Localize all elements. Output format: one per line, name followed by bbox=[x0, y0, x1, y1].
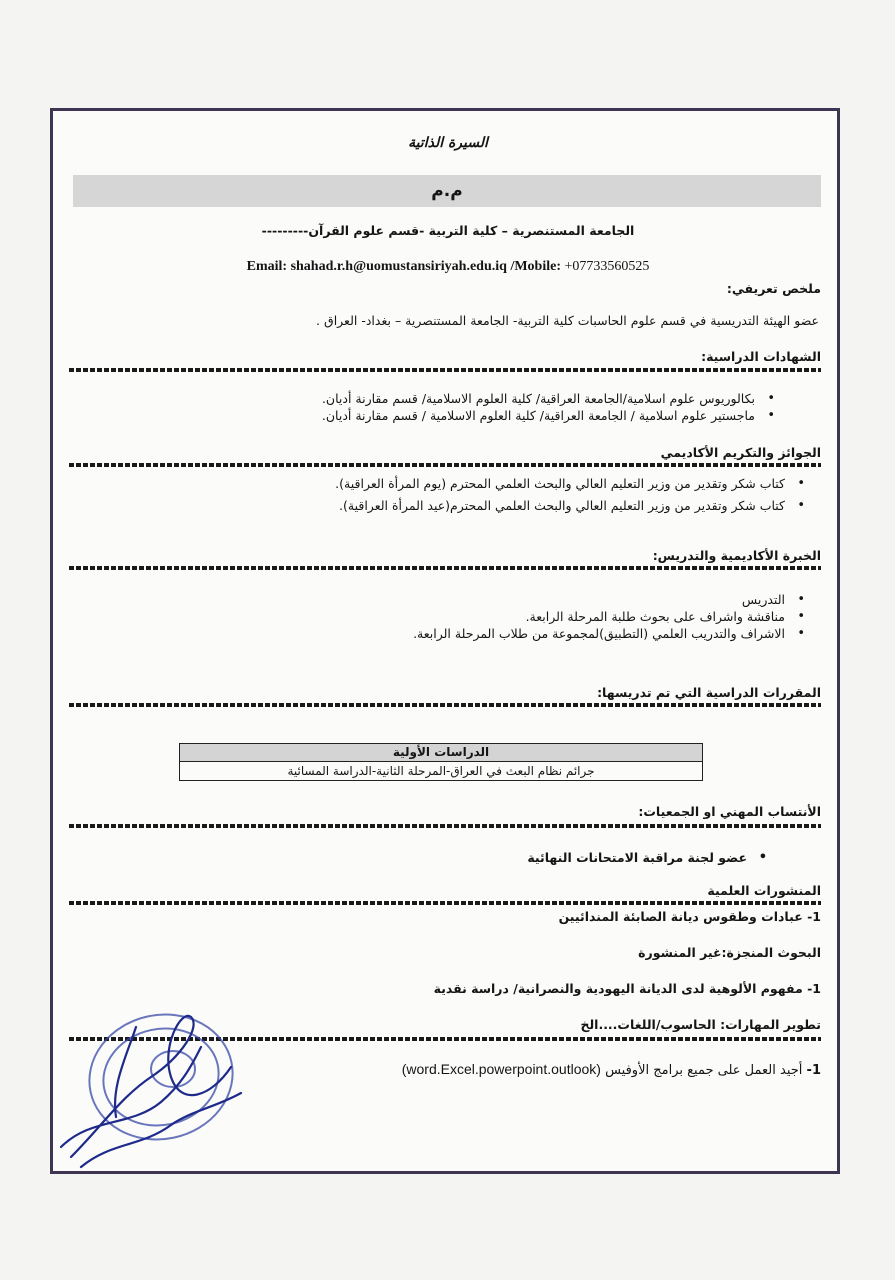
official-stamp-signature bbox=[41, 1007, 251, 1177]
cv-page bbox=[50, 108, 840, 1174]
skills-item bbox=[402, 1061, 821, 1078]
list-item: • مناقشة واشراف على بحوث طلبة المرحلة الرابعة. bbox=[413, 608, 811, 625]
section-divider bbox=[69, 901, 821, 905]
list-item: • التدريس bbox=[413, 591, 811, 608]
skills-item-number: 1- bbox=[806, 1063, 821, 1078]
list-item: • ماجستير علوم اسلامية / الجامعة العراقية/ كلية العلوم الاسلامية / قسم مقارنة أديان. bbox=[322, 407, 781, 424]
courses-table-header: الدراسات الأولية bbox=[180, 744, 702, 762]
degree-title: م.م bbox=[431, 181, 463, 201]
awards-heading: الجوائز والتكريم الأكاديمي bbox=[660, 445, 821, 460]
mobile-label: /Mobile: bbox=[510, 259, 561, 274]
email-label: Email: bbox=[246, 259, 288, 274]
list-item: • كتاب شكر وتقدير من وزير التعليم العالي والبحث العلمي المحترم (يوم المرأة العراقية). bbox=[335, 473, 811, 495]
section-divider bbox=[69, 703, 821, 707]
email-address[interactable]: shahad.r.h@uomustansiriyah.edu.iq bbox=[290, 259, 507, 274]
certificates-list bbox=[322, 390, 781, 424]
unpublished-item: 1- مفهوم الألوهية لدى الديانة اليهودية والنصرانية/ دراسة نقدية bbox=[433, 981, 821, 996]
experience-list bbox=[413, 591, 811, 642]
publications-heading: المنشورات العلمية bbox=[707, 883, 821, 898]
list-item: • بكالوريوس علوم اسلامية/الجامعة العراقية/ كلية العلوم الاسلامية/ قسم مقارنة أديان. bbox=[322, 390, 781, 407]
section-divider bbox=[69, 368, 821, 372]
section-divider bbox=[69, 824, 821, 828]
skills-item-text: أجيد العمل على جميع برامج الأوفيس bbox=[605, 1063, 803, 1078]
list-item: • عضو لجنة مراقبة الامتحانات النهائية bbox=[527, 849, 773, 866]
list-item: • كتاب شكر وتقدير من وزير التعليم العالي والبحث العلمي المحترم(عيد المرأة العراقية). bbox=[335, 495, 811, 517]
section-divider bbox=[69, 566, 821, 570]
certificates-heading: الشهادات الدراسية: bbox=[701, 349, 821, 364]
page-title: السيرة الذاتية bbox=[408, 135, 488, 151]
list-item: • الاشراف والتدريب العلمي (التطبيق)لمجموعة من طلاب المرحلة الرابعة. bbox=[413, 625, 811, 642]
unpublished-heading: البحوث المنجزة:غير المنشورة bbox=[638, 945, 821, 960]
awards-list bbox=[335, 473, 811, 517]
skills-item-programs: (word.Excel.powerpoint.outlook) bbox=[401, 1061, 601, 1077]
courses-table-cell: جرائم نظام البعث في العراق-المرحلة الثانية-الدراسة المسائية bbox=[287, 764, 595, 778]
degree-title-band bbox=[73, 175, 821, 207]
membership-list bbox=[527, 849, 773, 866]
contact-line bbox=[53, 259, 843, 275]
courses-heading: المقررات الدراسية التي تم تدريسها: bbox=[597, 685, 821, 700]
mobile-number: +07733560525 bbox=[564, 259, 650, 274]
summary-heading: ملخص تعريفي: bbox=[726, 281, 821, 296]
summary-text: عضو الهيئة التدريسية في قسم علوم الحاسبات كلية التربية- الجامعة المستنصرية – بغداد- العراق . bbox=[316, 313, 819, 328]
experience-heading: الخبرة الأكاديمية والتدريس: bbox=[652, 548, 821, 563]
membership-heading: الأنتساب المهني او الجمعيات: bbox=[638, 804, 821, 819]
courses-table bbox=[179, 743, 703, 781]
publication-item: 1- عبادات وطقوس ديانة الصابئة المندائيين bbox=[558, 909, 821, 924]
section-divider bbox=[69, 463, 821, 467]
skills-heading: تطوير المهارات: الحاسوب/اللغات....الخ bbox=[580, 1017, 821, 1032]
affiliation: الجامعة المستنصرية – كلية التربية -قسم علوم القرآن--------- bbox=[261, 223, 635, 238]
